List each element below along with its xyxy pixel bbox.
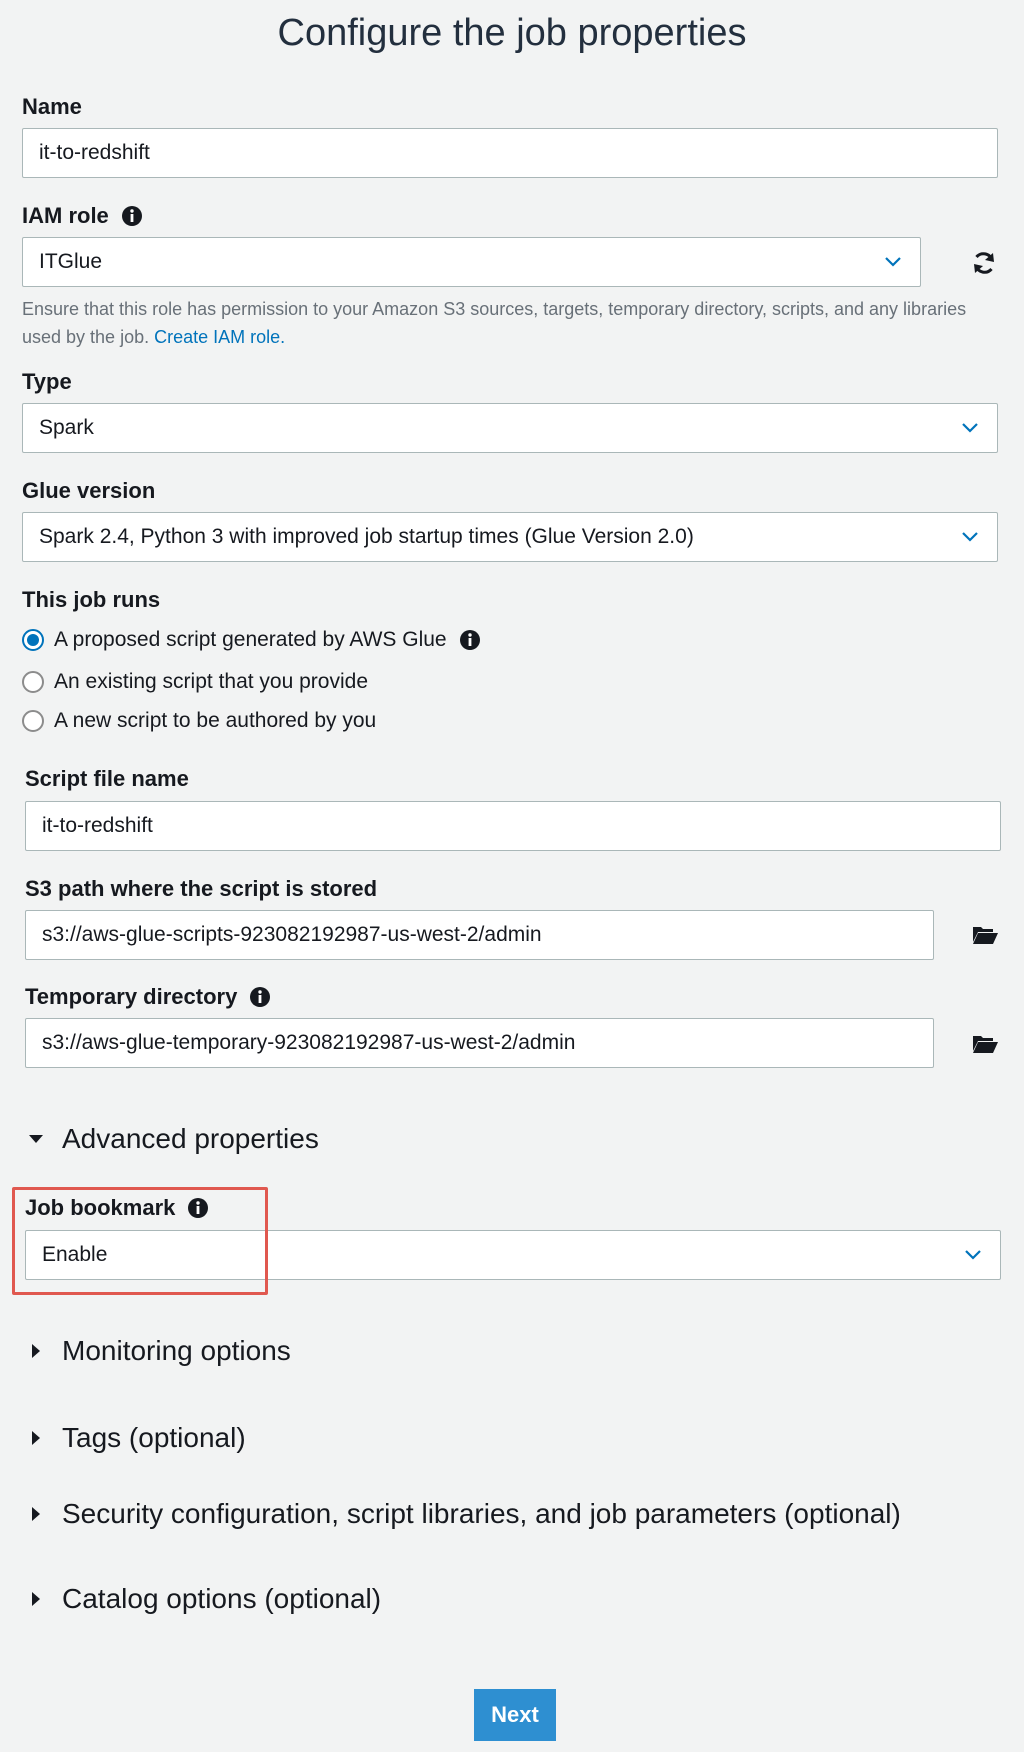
radio-option-label: A new script to be authored by you xyxy=(54,709,377,732)
job-bookmark-label xyxy=(25,1195,209,1221)
info-icon[interactable] xyxy=(121,205,143,227)
chevron-down-icon xyxy=(884,256,902,268)
folder-open-icon[interactable] xyxy=(971,1030,999,1058)
glue-version-value: Spark 2.4, Python 3 with improved job startup times (Glue Version 2.0) xyxy=(39,525,694,548)
name-input[interactable] xyxy=(22,128,998,178)
refresh-icon[interactable] xyxy=(970,249,998,277)
create-iam-role-link[interactable]: Create IAM role. xyxy=(154,327,286,347)
iam-role-label-text: IAM role xyxy=(22,203,109,228)
info-icon[interactable] xyxy=(249,986,271,1008)
caret-right-icon xyxy=(28,1506,44,1522)
security-configuration-label: Security configuration, script libraries, and job parameters (optional) xyxy=(62,1498,901,1529)
name-label-text: Name xyxy=(22,94,82,119)
s3-path-input[interactable] xyxy=(25,910,934,960)
glue-version-select[interactable] xyxy=(22,512,998,562)
catalog-options-toggle[interactable] xyxy=(28,1583,381,1615)
radio-option-label: An existing script that you provide xyxy=(54,670,368,693)
next-button[interactable]: Next xyxy=(474,1689,556,1741)
radio-option-label: A proposed script generated by AWS Glue xyxy=(54,628,447,651)
script-file-name-label-text: Script file name xyxy=(25,766,189,791)
catalog-options-label: Catalog options (optional) xyxy=(62,1583,382,1614)
name-input-value: it-to-redshift xyxy=(39,141,150,164)
chevron-down-icon xyxy=(961,422,979,434)
radio-option-new-script[interactable] xyxy=(22,709,376,733)
security-configuration-toggle[interactable] xyxy=(28,1498,901,1530)
glue-version-label xyxy=(22,478,155,504)
s3-path-label-text: S3 path where the script is stored xyxy=(25,876,378,901)
job-runs-label-text: This job runs xyxy=(22,587,161,612)
advanced-properties-toggle[interactable] xyxy=(28,1123,319,1155)
radio-button[interactable] xyxy=(22,710,44,732)
iam-role-label xyxy=(22,203,143,229)
temp-dir-label xyxy=(25,984,271,1010)
chevron-down-icon xyxy=(964,1249,982,1261)
glue-version-label-text: Glue version xyxy=(22,478,156,503)
iam-role-help xyxy=(22,295,982,351)
job-bookmark-label-text: Job bookmark xyxy=(25,1195,176,1220)
info-icon[interactable] xyxy=(187,1197,209,1219)
page-title: Configure the job properties xyxy=(277,12,747,54)
iam-role-value: ITGlue xyxy=(39,250,103,273)
iam-role-select[interactable] xyxy=(22,237,921,287)
temp-dir-input[interactable] xyxy=(25,1018,934,1068)
script-file-name-input[interactable] xyxy=(25,801,1001,851)
caret-right-icon xyxy=(28,1591,44,1607)
type-label xyxy=(22,369,72,395)
radio-option-existing-script[interactable] xyxy=(22,670,368,694)
s3-path-value: s3://aws-glue-scripts-923082192987-us-west-2/admin xyxy=(42,923,542,946)
temp-dir-value: s3://aws-glue-temporary-923082192987-us-west-2/admin xyxy=(42,1031,576,1054)
folder-open-icon[interactable] xyxy=(971,921,999,949)
radio-button[interactable] xyxy=(22,629,44,651)
script-file-name-value: it-to-redshift xyxy=(42,814,153,837)
job-bookmark-select[interactable] xyxy=(25,1230,1001,1280)
chevron-down-icon xyxy=(961,531,979,543)
temp-dir-label-text: Temporary directory xyxy=(25,984,238,1009)
type-select[interactable] xyxy=(22,403,998,453)
monitoring-options-label: Monitoring options xyxy=(62,1335,291,1366)
job-runs-label xyxy=(22,587,160,613)
tags-toggle[interactable] xyxy=(28,1422,246,1454)
script-file-name-label xyxy=(25,766,189,792)
info-icon[interactable] xyxy=(459,629,481,651)
job-bookmark-value: Enable xyxy=(42,1243,108,1266)
tags-label: Tags (optional) xyxy=(62,1422,246,1453)
type-value: Spark xyxy=(39,416,94,439)
iam-role-help-text: Ensure that this role has permission to your Amazon S3 sources, targets, temporary directory, scripts, and any libraries used by the job. xyxy=(22,299,967,347)
caret-down-icon xyxy=(28,1131,44,1147)
caret-right-icon xyxy=(28,1343,44,1359)
type-label-text: Type xyxy=(22,369,72,394)
s3-path-label xyxy=(25,876,377,902)
radio-option-proposed-script[interactable] xyxy=(22,628,481,652)
advanced-properties-label: Advanced properties xyxy=(62,1123,319,1154)
monitoring-options-toggle[interactable] xyxy=(28,1335,291,1367)
radio-button[interactable] xyxy=(22,671,44,693)
caret-right-icon xyxy=(28,1430,44,1446)
name-label xyxy=(22,94,82,120)
